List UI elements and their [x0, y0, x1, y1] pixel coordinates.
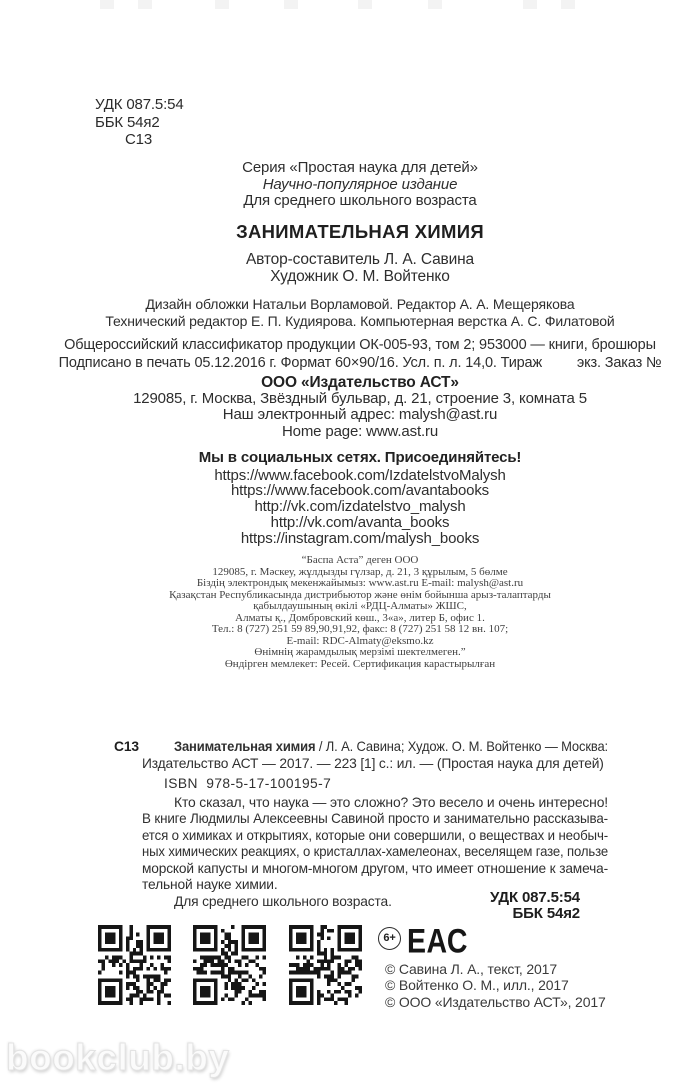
- social-link-facebook-malysh: https://www.facebook.com/IzdatelstvoMalysh: [214, 466, 506, 484]
- annotation-line: морской капусты и многом-многом другом, что имеет отношение к замеча-: [142, 860, 608, 876]
- catalog-imprint-line: Издательство АСТ — 2017. — 223 [1] с.: ил. — (Простая наука для детей): [142, 755, 604, 771]
- kazakh-line: Өндірген мемлекет: Ресей. Сертификация карастырылған: [224, 657, 496, 670]
- series-line: Серия «Простая наука для детей»: [242, 159, 478, 176]
- publisher-name: ООО «Издательство АСТ»: [261, 374, 459, 391]
- annotation-line: ных химических реакциях, о кристаллах-хамелеонах, веселящем газе, пользе: [142, 844, 608, 859]
- kazakh-line: Тел.: 8 (727) 251 59 89,90,91,92, факс: 8 (727) 251 58 12 вн. 107;: [211, 623, 509, 635]
- annotation-line: тельной науке химии.: [142, 877, 278, 892]
- annotation-line: ется о химиках и открытиях, которые они совершили, о веществах и необыч-: [142, 827, 608, 843]
- author-line: Автор-составитель Л. А. Савина: [245, 251, 475, 268]
- publisher-block: [20, 375, 700, 440]
- scan-mark: [138, 0, 152, 9]
- authors-block: [20, 252, 700, 286]
- catalog-title-line: [174, 739, 608, 756]
- udk-bbk-block: [95, 96, 184, 149]
- catalog-title-bold: Занимательная химия: [174, 739, 316, 754]
- udk-code: УДК 087.5:54: [95, 96, 184, 113]
- credits-block: [20, 296, 700, 329]
- scan-mark: [561, 0, 575, 9]
- social-link-vk-malysh: http://vk.com/izdatelstvo_malysh: [254, 498, 466, 516]
- kazakh-line: Өнімнің жарамдылық мерзімі шектелмеген.”: [254, 646, 466, 658]
- social-link-instagram: https://instagram.com/malysh_books: [240, 529, 480, 547]
- kazakh-line: 129085, г. Мәскеу, жұлдызды гүлзар, д. 21, 3 құрылым, 5 бөлме: [212, 565, 508, 578]
- social-link-vk-avanta: http://vk.com/avanta_books: [270, 513, 450, 531]
- classifier-line: Общероссийский классификатор продукции ОК-005-93, том 2; 953000 — книги, брошюры: [64, 337, 656, 353]
- social-link-facebook-avanta: https://www.facebook.com/avantabooks: [230, 482, 490, 500]
- kazakh-line: қабылдаушының өкілі «РДЦ-Алматы» ЖШС,: [253, 600, 467, 612]
- edition-type-line: Научно-популярное издание: [262, 175, 458, 193]
- eac-conformity-logo: ЕАС: [407, 921, 468, 961]
- kazakh-line: E-mail: RDC-Almaty@eksmo.kz: [286, 634, 434, 647]
- print-info-block: [20, 337, 700, 372]
- isbn-line: ISBN 978-5-17-100195-7: [164, 776, 332, 791]
- scan-mark: [215, 0, 229, 9]
- annotation-audience-line: Для среднего школьного возраста.: [174, 893, 392, 909]
- catalog-title-rest: / Л. А. Савина; Худож. О. М. Войтенко — Москва:: [315, 739, 608, 754]
- print-run-line: Подписано в печать 05.12.2016 г. Формат 60×90/16. Усл. п. л. 14,0. Тираж экз. Заказ №: [58, 354, 662, 371]
- book-title: ЗАНИМАТЕЛЬНАЯ ХИМИЯ: [236, 221, 484, 242]
- credits-line-1: Дизайн обложки Натальи Ворламовой. Редактор А. А. Мещерякова: [145, 296, 575, 312]
- scan-mark: [428, 0, 442, 9]
- annotation-line: В книге Людмилы Алексеевны Савиной просто и занимательно рассказыва-: [142, 811, 608, 826]
- bbk-code-right: ББК 54я2: [512, 904, 580, 922]
- artist-line: Художник О. М. Войтенко: [270, 267, 450, 285]
- qr-code-2: [193, 925, 266, 1005]
- qr-code-1: [98, 925, 171, 1005]
- kazakh-line: Алматы қ., Домбровский көш., 3«а», литер Б, офис 1.: [235, 611, 485, 624]
- publisher-address: 129085, г. Москва, Звёздный бульвар, д. 21, строение 3, комната 5: [133, 390, 587, 408]
- series-block: [20, 160, 700, 210]
- kazakh-line: Біздің электрондық мекенжайымыз: www.ast.ru E-mail: malysh@ast.ru: [196, 577, 524, 589]
- qr-code-3: [289, 925, 362, 1005]
- catalog-code-top: С13: [125, 131, 153, 148]
- kazakh-line: “Баспа Аста” деген ООО: [301, 554, 419, 566]
- bbk-code: ББК 54я2: [95, 113, 160, 131]
- credits-line-2: Технический редактор Е. П. Кудиярова. Компьютерная верстка А. С. Филатовой: [105, 312, 615, 329]
- scan-mark: [100, 0, 114, 9]
- udk-bbk-right-block: [490, 890, 580, 921]
- copyright-text-line: © Савина Л. А., текст, 2017: [385, 961, 557, 977]
- catalog-code: С13: [114, 739, 139, 754]
- catalog-entry: [114, 739, 608, 910]
- publisher-homepage-line: Home page: www.ast.ru: [281, 422, 439, 440]
- scan-mark: [284, 0, 298, 9]
- social-heading: Мы в социальных сетях. Присоединяйтесь!: [198, 449, 522, 466]
- udk-code-right: УДК 087.5:54: [490, 889, 580, 906]
- copyright-block: [385, 961, 606, 1010]
- copyright-illustrations-line: © Войтенко О. М., илл., 2017: [385, 977, 569, 994]
- audience-line: Для среднего школьного возраста: [243, 192, 477, 209]
- scan-mark: [358, 0, 372, 9]
- kazakh-distributor-block: [20, 555, 700, 670]
- annotation-line: Кто сказал, что наука — это сложно? Это весело и очень интересно!: [174, 794, 608, 810]
- kazakh-line: Қазақстан Республикасында дистрибьютор және өнім бойынша арыз-талаптарды: [169, 588, 551, 601]
- copyright-publisher-line: © ООО «Издательство АСТ», 2017: [385, 993, 606, 1010]
- scan-mark: [523, 0, 537, 9]
- publisher-email-line: Наш электронный адрес: malysh@ast.ru: [222, 406, 498, 424]
- age-rating-badge: 6+: [378, 927, 401, 950]
- social-block: [20, 450, 700, 546]
- bookclub-watermark: bookclub.by: [6, 1037, 230, 1078]
